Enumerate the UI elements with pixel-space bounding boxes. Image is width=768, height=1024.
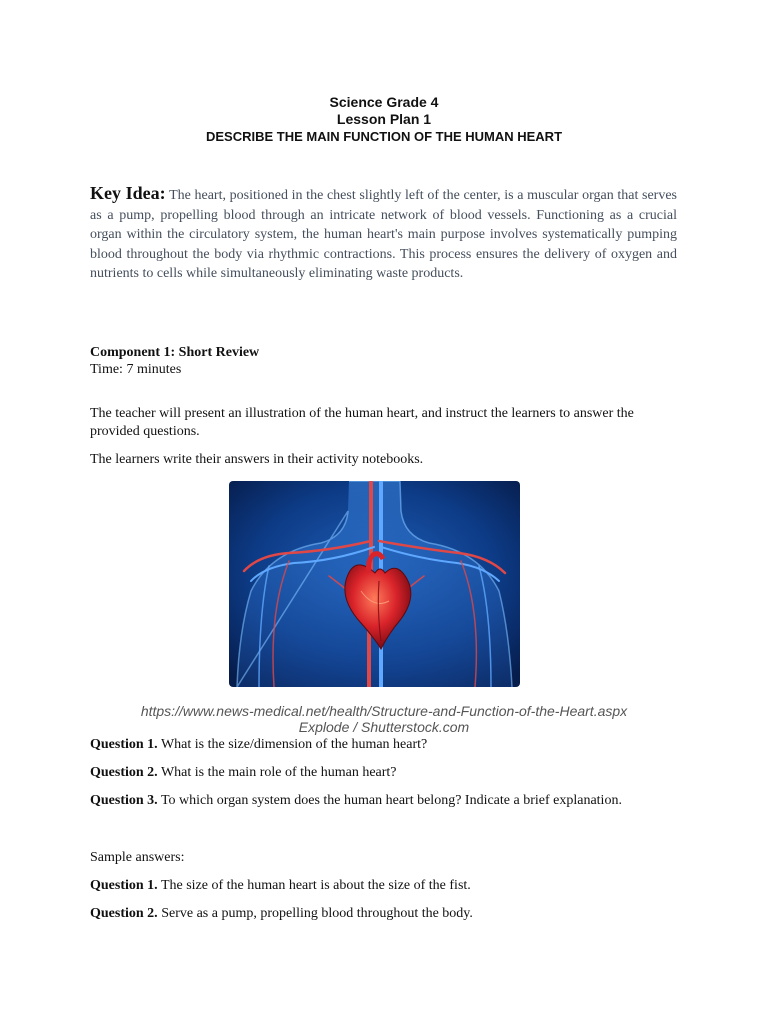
key-idea-label: Key Idea: [90,183,166,203]
key-idea-text: The heart, positioned in the chest slightly left of the center, is a muscular organ that serves as a pump, propelling blood through an intricate network of blood vessels. Functioning as a crucial organ within the circulatory system, the human heart's main purpose involves systematically pumping blood throughout the body via rhythmic contractions. This process ensures the delivery of oxygen and nutrients to cells while simultaneously eliminating waste products. [90,188,678,281]
image-caption-url: https://www.news-medical.net/health/Structure-and-Function-of-the-Heart.aspx [140,703,628,719]
answer-label: Question 1. [90,878,158,893]
heart-illustration [229,481,520,687]
image-caption-credit: Explode / Shutterstock.com [298,719,470,735]
answer-label: Question 2. [90,906,158,921]
question-1 [90,736,427,754]
question-2 [90,764,397,782]
component-title: Component 1: Short Review [90,345,260,360]
sample-answers-heading: Sample answers: [90,850,185,865]
key-idea-paragraph [90,184,677,284]
lesson-title: Lesson Plan 1 [336,111,432,127]
question-text: What is the main role of the human heart? [160,765,397,780]
instruction-paragraph-2: The learners write their answers in their activity notebooks. [90,452,424,467]
sample-answer-2 [90,905,473,923]
question-3 [90,792,622,810]
instruction-paragraph-1: The teacher will present an illustration of the human heart, and instruct the learners to answer the provided questions. [90,406,634,439]
component-time: Time: 7 minutes [90,362,182,377]
question-label: Question 1. [90,737,158,752]
question-text: What is the size/dimension of the human heart? [160,737,428,752]
grade-title: Science Grade 4 [329,94,439,110]
topic-title: DESCRIBE THE MAIN FUNCTION OF THE HUMAN HEART [205,129,563,144]
sample-answer-1 [90,877,471,895]
answer-text: The size of the human heart is about the size of the fist. [160,878,471,893]
question-text: To which organ system does the human heart belong? Indicate a brief explanation. [160,793,622,808]
question-label: Question 2. [90,765,158,780]
question-label: Question 3. [90,793,158,808]
answer-text: Serve as a pump, propelling blood throughout the body. [161,906,473,921]
